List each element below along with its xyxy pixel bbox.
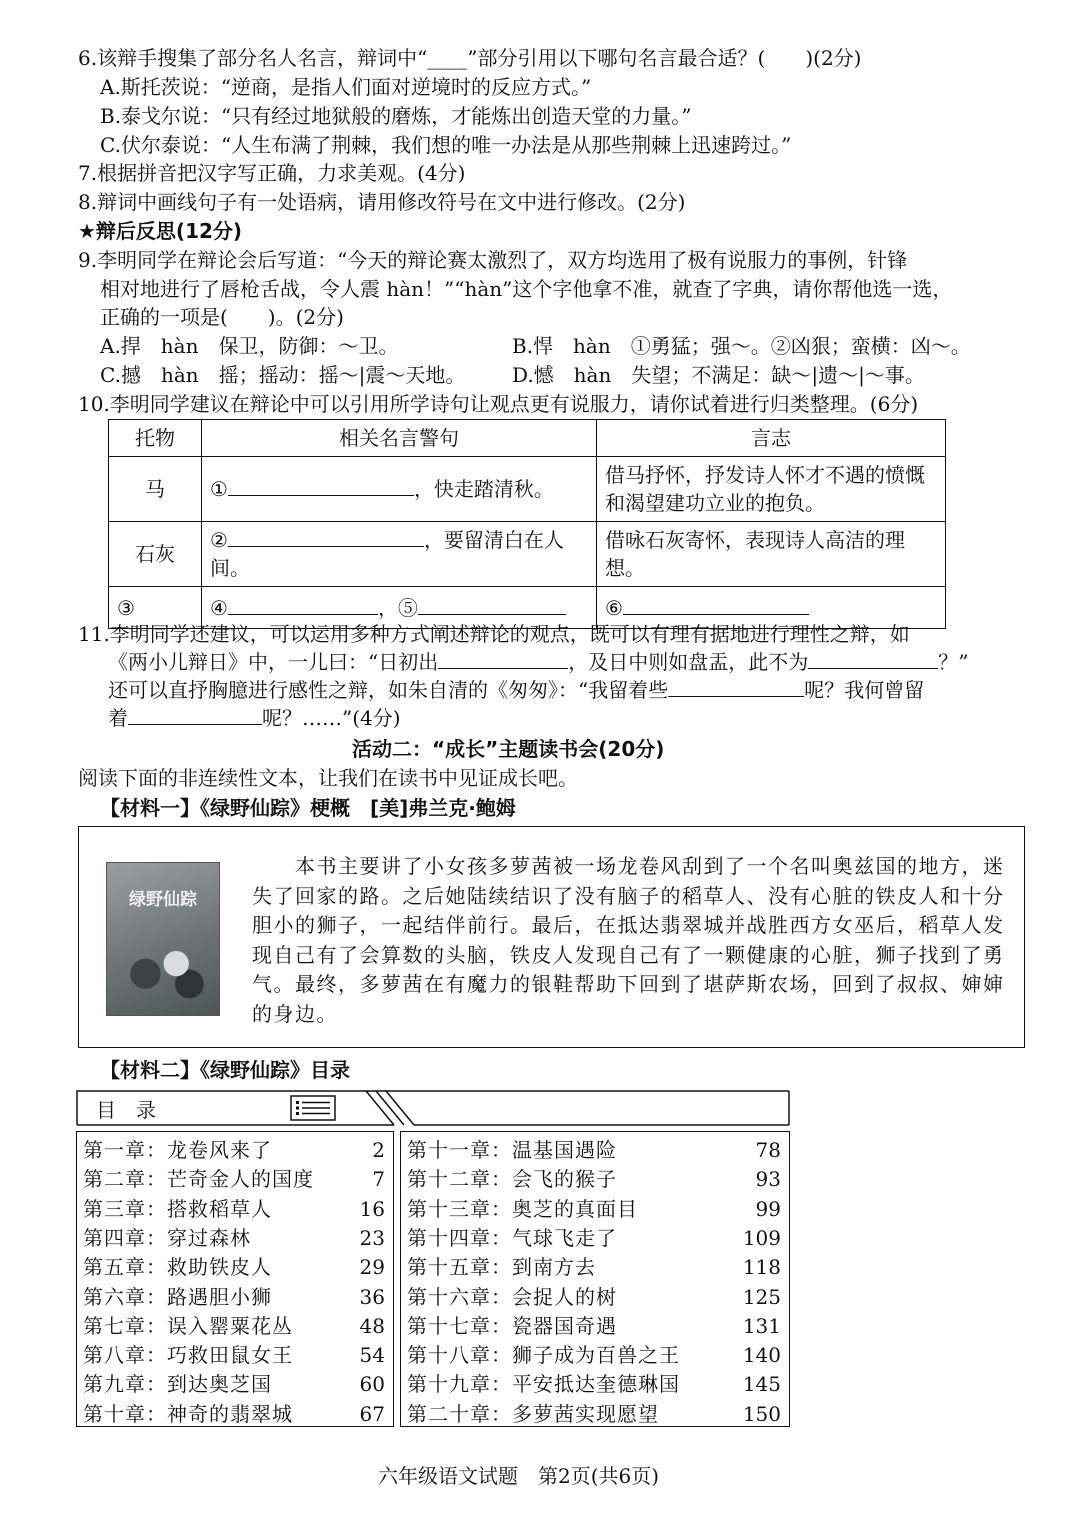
- toc-entry: [407, 1283, 781, 1312]
- toc-entry: [83, 1136, 385, 1165]
- toc-page-number: 150: [742, 1401, 781, 1426]
- book-cover-title: 绿野仙踪: [129, 890, 197, 910]
- q9-line3: 正确的一项是( )。(2分): [100, 305, 344, 329]
- toc-chapter-title: 第六章：路遇胆小狮: [83, 1284, 272, 1309]
- toc-page-number: 131: [742, 1313, 781, 1338]
- toc-entry: [83, 1370, 385, 1399]
- answer-blank[interactable]: [668, 676, 804, 697]
- material1-summary: 本书主要讲了小女孩多萝茜被一场龙卷风刮到了一个名叫奥兹国的地方，迷失了回家的路。之后她陆续结识了没有脑子的稻草人、没有心脏的铁皮人和十分胆小的狮子，一起结伴前行。最后，在抵达翡翠城并战胜西方女巫后，稻草人发现自己有了会算数的头脑，铁皮人发现自己有了一颗健康的心脏，狮子找到了勇气。最终，多萝茜在有魔力的银鞋帮助下回到了堪萨斯农场，回到了叔叔、婶婶的身边。: [252, 854, 1005, 1026]
- answer-blank[interactable]: [128, 704, 262, 725]
- activity2-title: 活动二：“成长”主题读书会(20分): [352, 737, 665, 761]
- toc-entry: [407, 1195, 781, 1224]
- toc-page-number: 109: [742, 1225, 781, 1250]
- q6-option-a: A.斯托茨说：“逆商，是指人们面对逆境时的反应方式。”: [100, 75, 592, 99]
- toc-chapter-title: 第十三章：奥芝的真面目: [407, 1196, 638, 1221]
- answer-blank[interactable]: [228, 594, 378, 615]
- toc-chapter-title: 第五章：救助铁皮人: [83, 1255, 272, 1280]
- toc-page-number: 93: [755, 1167, 781, 1192]
- q9-option-a: A.捍 hàn 保卫，防御：～卫。: [100, 334, 399, 358]
- toc-page-number: 99: [755, 1196, 781, 1221]
- toc-page-number: 7: [372, 1167, 385, 1192]
- q11-line1: 11.李明同学还建议，可以运用多种方式阐述辩论的观点，既可以有理有据地进行理性之辩，如: [78, 622, 910, 646]
- page-footer: 六年级语文试题 第2页(共6页): [378, 1464, 660, 1488]
- q6-option-b: B.泰戈尔说：“只有经过地狱般的磨炼，才能炼出创造天堂的力量。”: [100, 104, 692, 128]
- toc-chapter-title: 第十七章：瓷器国奇遇: [407, 1313, 617, 1338]
- toc-page-number: 54: [359, 1343, 385, 1368]
- toc-label: 目 录: [96, 1098, 156, 1122]
- table-cell-blank-3[interactable]: ③: [109, 587, 202, 629]
- toc-page-number: 125: [742, 1284, 781, 1309]
- material2-title: 【材料二】《绿野仙踪》目录: [100, 1058, 350, 1082]
- toc-chapter-title: 第九章：到达奥芝国: [83, 1372, 272, 1397]
- reading-intro: 阅读下面的非连续性文本，让我们在读书中见证成长吧。: [78, 766, 578, 790]
- toc-page-number: 67: [359, 1401, 385, 1426]
- answer-blank[interactable]: [228, 475, 414, 496]
- toc-entry: [407, 1224, 781, 1253]
- q8: 8.辩词中画线句子有一处语病，请用修改符号在文中进行修改。(2分): [78, 190, 686, 214]
- toc-page-number: 145: [742, 1372, 781, 1397]
- q9-option-d: D.憾 hàn 失望；不满足：缺～|遗～|～事。: [512, 363, 925, 387]
- toc-entry: [407, 1312, 781, 1341]
- q6-stem: 6.该辩手搜集了部分名人名言，辩词中“____”部分引用以下哪句名言最合适？( )(2分): [78, 46, 862, 70]
- list-icon: [290, 1095, 336, 1121]
- toc-chapter-title: 第十章：神奇的翡翠城: [83, 1401, 293, 1426]
- toc-page-number: 36: [359, 1284, 385, 1309]
- q10: 10.李明同学建议在辩论中可以引用所学诗句让观点更有说服力，请你试着进行归类整理。(6分): [78, 392, 919, 416]
- answer-blank[interactable]: [418, 594, 566, 615]
- material1-title: 【材料一】《绿野仙踪》梗概 [美]弗兰克·鲍姆: [100, 796, 516, 820]
- q9-option-b: B.悍 hàn ①勇猛；强～。②凶狠；蛮横：凶～。: [512, 334, 971, 358]
- toc-page-number: 16: [359, 1196, 385, 1221]
- toc-entry: [407, 1136, 781, 1165]
- table-cell-quote-2: ② ，要留清白在人间。: [202, 522, 597, 587]
- toc-entry: [83, 1195, 385, 1224]
- q11-line3: 还可以直抒胸臆进行感性之辩，如朱自清的《匆匆》：“我留着些 呢？我何曾留: [108, 678, 925, 702]
- q6-option-c: C.伏尔泰说：“人生布满了荆棘，我们想的唯一办法是从那些荆棘上迅速跨过。”: [100, 133, 792, 157]
- toc-entry: [83, 1253, 385, 1282]
- toc-chapter-title: 第七章：误入罂粟花丛: [83, 1313, 293, 1338]
- answer-blank[interactable]: [808, 648, 938, 669]
- q11-line4: 着 呢？……”(4分): [108, 706, 401, 730]
- toc-chapter-title: 第十八章：狮子成为百兽之王: [407, 1343, 680, 1368]
- toc-chapter-title: 第八章：巧救田鼠女王: [83, 1343, 293, 1368]
- book-cover-illustration: [119, 933, 207, 1001]
- q9-line1: 9.李明同学在辩论会后写道：“今天的辩论赛太激烈了，双方均选用了极有说服力的事例，针锋: [78, 248, 908, 272]
- toc-header: [76, 1090, 790, 1126]
- table-cell-aspiration-2: 借咏石灰寄怀，表现诗人高洁的理想。: [597, 522, 946, 587]
- toc-chapter-title: 第二章：芒奇金人的国度: [83, 1167, 314, 1192]
- toc-page-number: 23: [359, 1225, 385, 1250]
- toc-chapter-title: 第十六章：会捉人的树: [407, 1284, 617, 1309]
- toc-entry: [83, 1341, 385, 1370]
- toc-entry: [407, 1165, 781, 1194]
- toc-entry: [83, 1400, 385, 1429]
- answer-blank[interactable]: [438, 648, 568, 669]
- toc-entry: [83, 1283, 385, 1312]
- toc-entry: [407, 1370, 781, 1399]
- toc-chapter-title: 第三章：搭救稻草人: [83, 1196, 272, 1221]
- table-header-aspiration: 言志: [597, 420, 946, 457]
- table-cell-lime: 石灰: [109, 522, 202, 587]
- toc-entry: [83, 1224, 385, 1253]
- table-cell-quote-1: ① ，快走踏清秋。: [202, 457, 597, 522]
- toc-page-number: 29: [359, 1255, 385, 1280]
- poem-table: [108, 419, 946, 629]
- toc-page-number: 60: [359, 1372, 385, 1397]
- toc-chapter-title: 第四章：穿过森林: [83, 1225, 251, 1250]
- toc-chapter-title: 第十四章：气球飞走了: [407, 1225, 617, 1250]
- toc-page-number: 140: [742, 1343, 781, 1368]
- table-header-quote: 相关名言警句: [202, 420, 597, 457]
- toc-entry: [407, 1400, 781, 1429]
- answer-blank[interactable]: [228, 526, 424, 547]
- toc-page-number: 78: [755, 1138, 781, 1162]
- toc-chapter-title: 第十九章：平安抵达奎德琳国: [407, 1372, 680, 1397]
- section-reflection-title: ★辩后反思(12分): [78, 219, 243, 243]
- book-cover-image: [106, 862, 220, 1016]
- q7: 7.根据拼音把汉字写正确，力求美观。(4分): [78, 161, 466, 185]
- toc-chapter-title: 第十五章：到南方去: [407, 1255, 596, 1280]
- table-header-object: 托物: [109, 420, 202, 457]
- toc-left-column: [76, 1131, 394, 1427]
- toc-entry: [83, 1312, 385, 1341]
- table-cell-horse: 马: [109, 457, 202, 522]
- toc-header-frame: [76, 1090, 790, 1126]
- table-cell-aspiration-3: ⑥: [597, 587, 946, 629]
- toc-chapter-title: 第十一章：温基国遇险: [407, 1138, 617, 1162]
- toc-entry: [407, 1341, 781, 1370]
- q9-line2: 相对地进行了唇枪舌战，令人震 hàn！”“hàn”这个字他拿不准，就查了字典，请你帮他选一选，: [100, 277, 953, 301]
- table-cell-quote-3: ④ ，⑤: [202, 587, 597, 629]
- answer-blank[interactable]: [623, 594, 809, 615]
- toc-page-number: 48: [359, 1313, 385, 1338]
- q11-line2: 《两小儿辩日》中，一儿曰：“日初出 ，及日中则如盘盂，此不为 ？”: [108, 650, 969, 674]
- toc-chapter-title: 第二十章：多萝茜实现愿望: [407, 1401, 659, 1426]
- toc-chapter-title: 第一章：龙卷风来了: [83, 1138, 272, 1162]
- toc-page-number: 118: [742, 1255, 781, 1280]
- toc-chapter-title: 第十二章：会飞的猴子: [407, 1167, 617, 1192]
- toc-page-number: 2: [372, 1138, 385, 1162]
- toc-right-column: [400, 1131, 790, 1427]
- table-cell-aspiration-1: 借马抒怀，抒发诗人怀才不遇的愤慨和渴望建功立业的抱负。: [597, 457, 946, 522]
- toc-entry: [83, 1165, 385, 1194]
- toc-entry: [407, 1253, 781, 1282]
- q9-option-c: C.撼 hàn 摇；摇动：摇～|震～天地。: [100, 363, 466, 387]
